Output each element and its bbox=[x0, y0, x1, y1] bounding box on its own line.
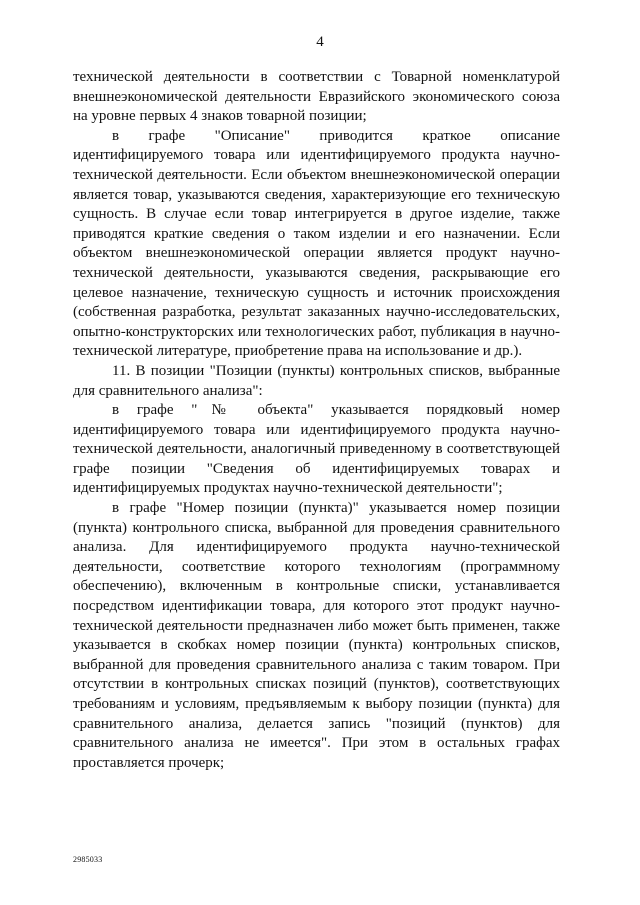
document-body bbox=[73, 68, 560, 773]
paragraph-object-number-column: в графе "№ объекта" указывается порядковый номер идентифицируемого товара или идентифицируемого продукта научно-технической деятельности, аналогичный приведенному в соответствующей графе позиции "Сведения об идентифицируемых товарах и идентифицируемых продуктах научно-технической деятельности"; bbox=[73, 402, 560, 497]
document-code: 2985033 bbox=[73, 855, 103, 864]
page-number: 4 bbox=[316, 34, 324, 50]
paragraph-position-number-column: в графе "Номер позиции (пункта)" указывается номер позиции (пункта) контрольного списка, выбранной для проведения сравнительного анализа. Для идентифицируемого продукта научно-технической деятельности, соответствие которого технологиям (программному обеспечению), включенным в контрольные списки, устанавливается посредством идентификации товара, для которого этот продукт научно-технической деятельности предназначен либо может быть применен, также указывается в скобках номер позиции (пункта) контрольных списков, выбранной для проведения сравнительного анализа с таким товаром. При отсутствии в контрольных списках позиций (пунктов), соответствующих требованиям и условиям, предъявляемым к выбору позиции (пункта) для сравнительного анализа, делается запись "позиций (пунктов) для сравнительного анализа не имеется". При этом в остальных графах проставляется прочерк; bbox=[73, 500, 560, 771]
paragraph-continuation: технической деятельности в соответствии с Товарной номенклатурой внешнеэкономической деятельности Евразийского экономического союза на уровне первых 4 знаков товарной позиции; bbox=[73, 69, 560, 125]
paragraph-section-11: 11. В позиции "Позиции (пункты) контрольных списков, выбранные для сравнительного анализа": bbox=[73, 362, 560, 399]
paragraph-description-column: в графе "Описание" приводится краткое описание идентифицируемого товара или идентифицируемого продукта научно-технической деятельности. Если объектом внешнеэкономической операции является товар, указываются сведения, характеризующие его техническую сущность. В случае если товар интегрируется в другое изделие, также приводятся краткие сведения о таком изделии и его назначении. Если объектом внешнеэкономической операции является продукт научно-технической деятельности, указываются сведения, раскрывающие его целевое назначение, техническую сущность и источник происхождения (собственная разработка, результат заказанных научно-исследовательских, опытно-конструкторских или технологических работ, публикация в научно-технической литературе, приобретение права на использование и др.). bbox=[73, 127, 560, 360]
